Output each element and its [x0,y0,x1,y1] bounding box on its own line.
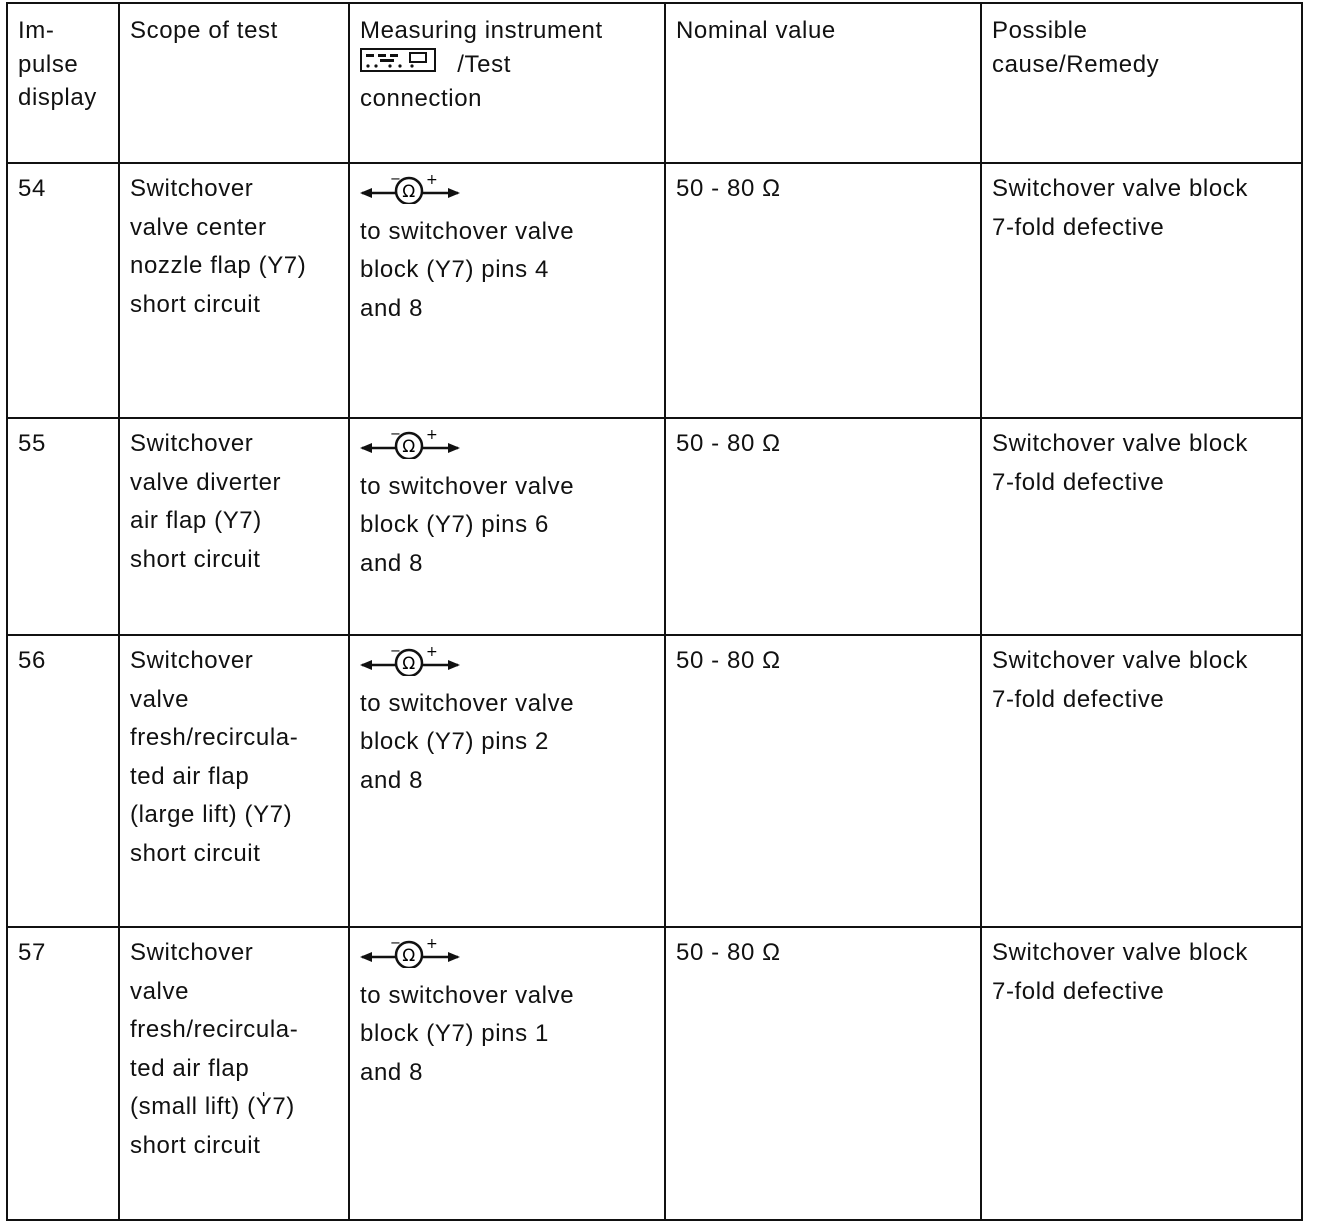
nominal-cell [665,163,981,418]
header-remedy [981,3,1302,163]
svg-text:−: − [390,938,402,951]
nominal-value: 50 - 80 Ω [676,647,781,674]
table-row [7,635,1302,927]
impulse-cell [7,635,119,927]
nominal-value: 50 - 80 Ω [676,430,781,457]
svg-text:Ω: Ω [402,437,416,457]
connection-cell [349,635,665,927]
svg-text:+: + [426,174,439,188]
scope-cell [119,418,349,635]
nominal-cell [665,418,981,635]
connection-text: to switchover valve block (Y7) pins 6 and 8 [360,472,575,577]
svg-text:−: − [390,429,402,442]
scope-text: Switchover valve diverter air flap (Y7) short circuit [130,430,282,573]
diagnosis-table [6,2,1303,1221]
header-connection-text: /Test connection [360,50,511,112]
table-row [7,418,1302,635]
remedy-cell [981,927,1302,1220]
svg-text:+: + [426,646,439,660]
header-impulse-text: Im- pulse display [18,17,97,111]
svg-text:Ω: Ω [402,182,416,202]
ohmmeter-symbol-icon [360,174,656,213]
remedy-cell [981,418,1302,635]
header-nominal-text: Nominal value [676,17,836,44]
connection-text: to switchover valve block (Y7) pins 1 and 8 [360,981,575,1086]
connection-cell [349,163,665,418]
connection-text: to switchover valve block (Y7) pins 4 and 8 [360,217,575,322]
svg-text:+: + [426,429,439,443]
impulse-value: 55 [18,430,46,457]
svg-text:Ω: Ω [402,654,416,674]
connection-cell [349,418,665,635]
nominal-value: 50 - 80 Ω [676,175,781,202]
remedy-text: Switchover valve block 7-fold defective [992,647,1248,713]
header-remedy-text: Possible cause/Remedy [992,17,1160,78]
impulse-cell [7,418,119,635]
svg-text:+: + [426,938,439,952]
nominal-cell [665,635,981,927]
impulse-value: 54 [18,175,46,202]
scope-cell [119,927,349,1220]
remedy-text: Switchover valve block 7-fold defective [992,430,1248,496]
ohmmeter-symbol-icon [360,938,656,977]
impulse-cell [7,927,119,1220]
scope-cell [119,163,349,418]
header-impulse [7,3,119,163]
impulse-cell [7,163,119,418]
nominal-value: 50 - 80 Ω [676,939,781,966]
header-scope [119,3,349,163]
svg-text:−: − [390,174,402,187]
scope-cell [119,635,349,927]
header-nominal [665,3,981,163]
impulse-value: 57 [18,939,46,966]
scope-text: Switchover valve fresh/recircula- ted air flap (small lift) (Y̍7) short circuit [130,939,299,1159]
impulse-value: 56 [18,647,46,674]
scope-text: Switchover valve fresh/recircula- ted air flap (large lift) (Y7) short circuit [130,647,299,867]
header-row [7,3,1302,163]
connection-cell [349,927,665,1220]
scope-text: Switchover valve center nozzle flap (Y7) short circuit [130,175,307,318]
table-row [7,927,1302,1220]
connection-text: to switchover valve block (Y7) pins 2 and 8 [360,689,575,794]
header-instrument-text: Measuring instrument [360,17,603,44]
ohmmeter-symbol-icon [360,429,656,468]
header-scope-text: Scope of test [130,17,278,44]
remedy-cell [981,163,1302,418]
svg-text:−: − [390,646,402,659]
remedy-cell [981,635,1302,927]
remedy-text: Switchover valve block 7-fold defective [992,175,1248,241]
remedy-text: Switchover valve block 7-fold defective [992,939,1248,1005]
table-row [7,163,1302,418]
header-instrument [349,3,665,163]
nominal-cell [665,927,981,1220]
ohmmeter-symbol-icon [360,646,656,685]
svg-text:Ω: Ω [402,946,416,966]
multimeter-icon [360,48,436,82]
